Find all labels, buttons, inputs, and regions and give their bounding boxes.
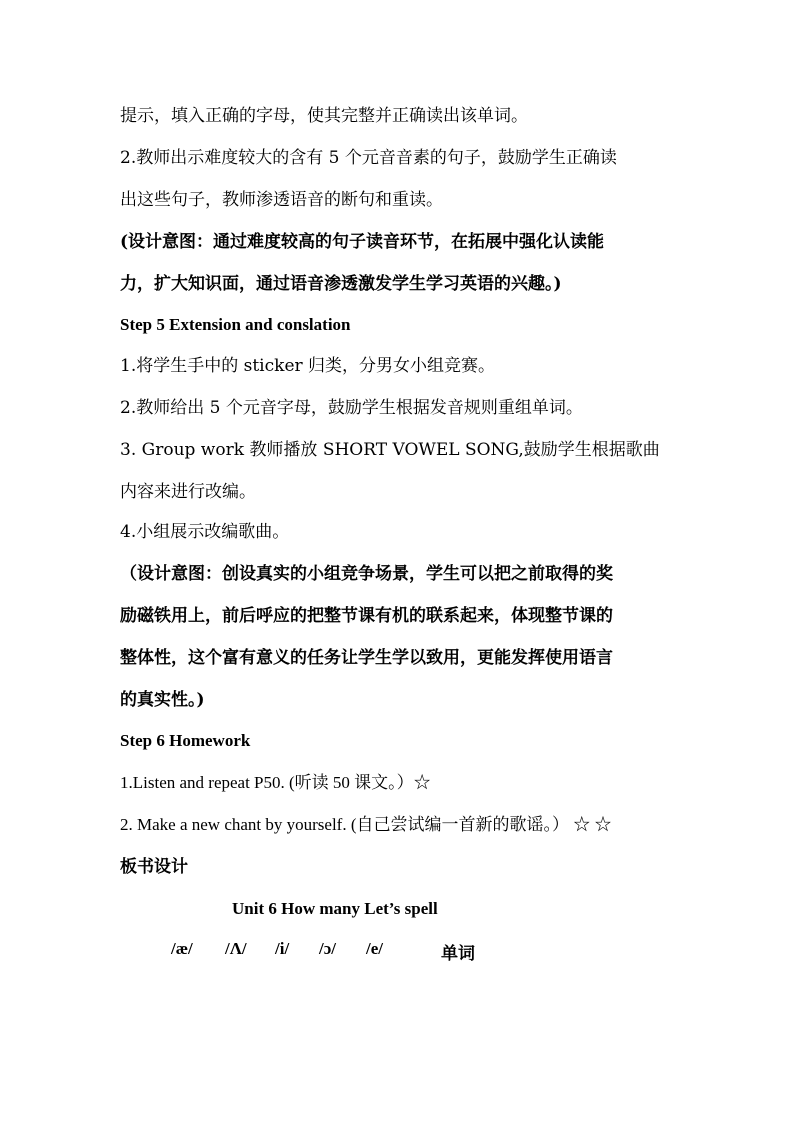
phonetic-e: /e/ [366, 939, 383, 958]
words-label: 单词 [441, 944, 475, 963]
design-intent-1-line2: 力，扩大知识面，通过语音渗透激发学生学习英语的兴趣。) [120, 274, 562, 294]
design-intent-2-line1: （设计意图：创设真实的小组竞争场景，学生可以把之前取得的奖 [120, 564, 613, 584]
step5-item-4: 4.小组展示改编歌曲。 [120, 522, 290, 542]
phonetic-ae: /æ/ [171, 939, 193, 958]
phonetic-open-o: /ɔ/ [319, 939, 336, 958]
phonetic-i: /i/ [275, 939, 290, 958]
paragraph-hint-line: 提示，填入正确的字母，使其完整并正确读出该单词。 [120, 106, 528, 126]
paragraph-teacher-sentences-line2: 出这些句子，教师渗透语音的断句和重读。 [120, 190, 443, 210]
step5-item-3-line2: 内容来进行改编。 [120, 482, 256, 502]
design-intent-2-line2: 励磁铁用上，前后呼应的把整节课有机的联系起来，体现整节课的 [120, 606, 613, 626]
design-intent-2-line3: 整体性，这个富有意义的任务让学生学以致用，更能发挥使用语言 [120, 648, 613, 668]
step6-item-2: 2. Make a new chant by yourself. (自己尝试编一首新的歌谣。） ☆ ☆ [120, 815, 612, 834]
board-title: Unit 6 How many Let’s spell [232, 899, 438, 918]
step5-item-3-line1: 3. Group work 教师播放 SHORT VOWEL SONG,鼓励学生根据歌曲 [120, 440, 660, 460]
step6-heading: Step 6 Homework [120, 731, 251, 750]
design-intent-2-line4: 的真实性。) [120, 690, 205, 710]
step6-item-1: 1.Listen and repeat P50. (听读 50 课文。）☆ [120, 773, 431, 792]
step5-item-2: 2.教师给出 5 个元音字母，鼓励学生根据发音规则重组单词。 [120, 398, 583, 418]
board-design-heading: 板书设计 [120, 857, 188, 877]
phonetic-lambda: /Λ/ [225, 939, 247, 958]
step5-heading: Step 5 Extension and conslation [120, 315, 351, 334]
design-intent-1-line1: (设计意图：通过难度较高的句子读音环节，在拓展中强化认读能 [120, 232, 605, 252]
paragraph-teacher-sentences-line1: 2.教师出示难度较大的含有 5 个元音音素的句子，鼓励学生正确读 [120, 148, 617, 168]
step5-item-1: 1.将学生手中的 sticker 归类，分男女小组竞赛。 [120, 356, 496, 376]
